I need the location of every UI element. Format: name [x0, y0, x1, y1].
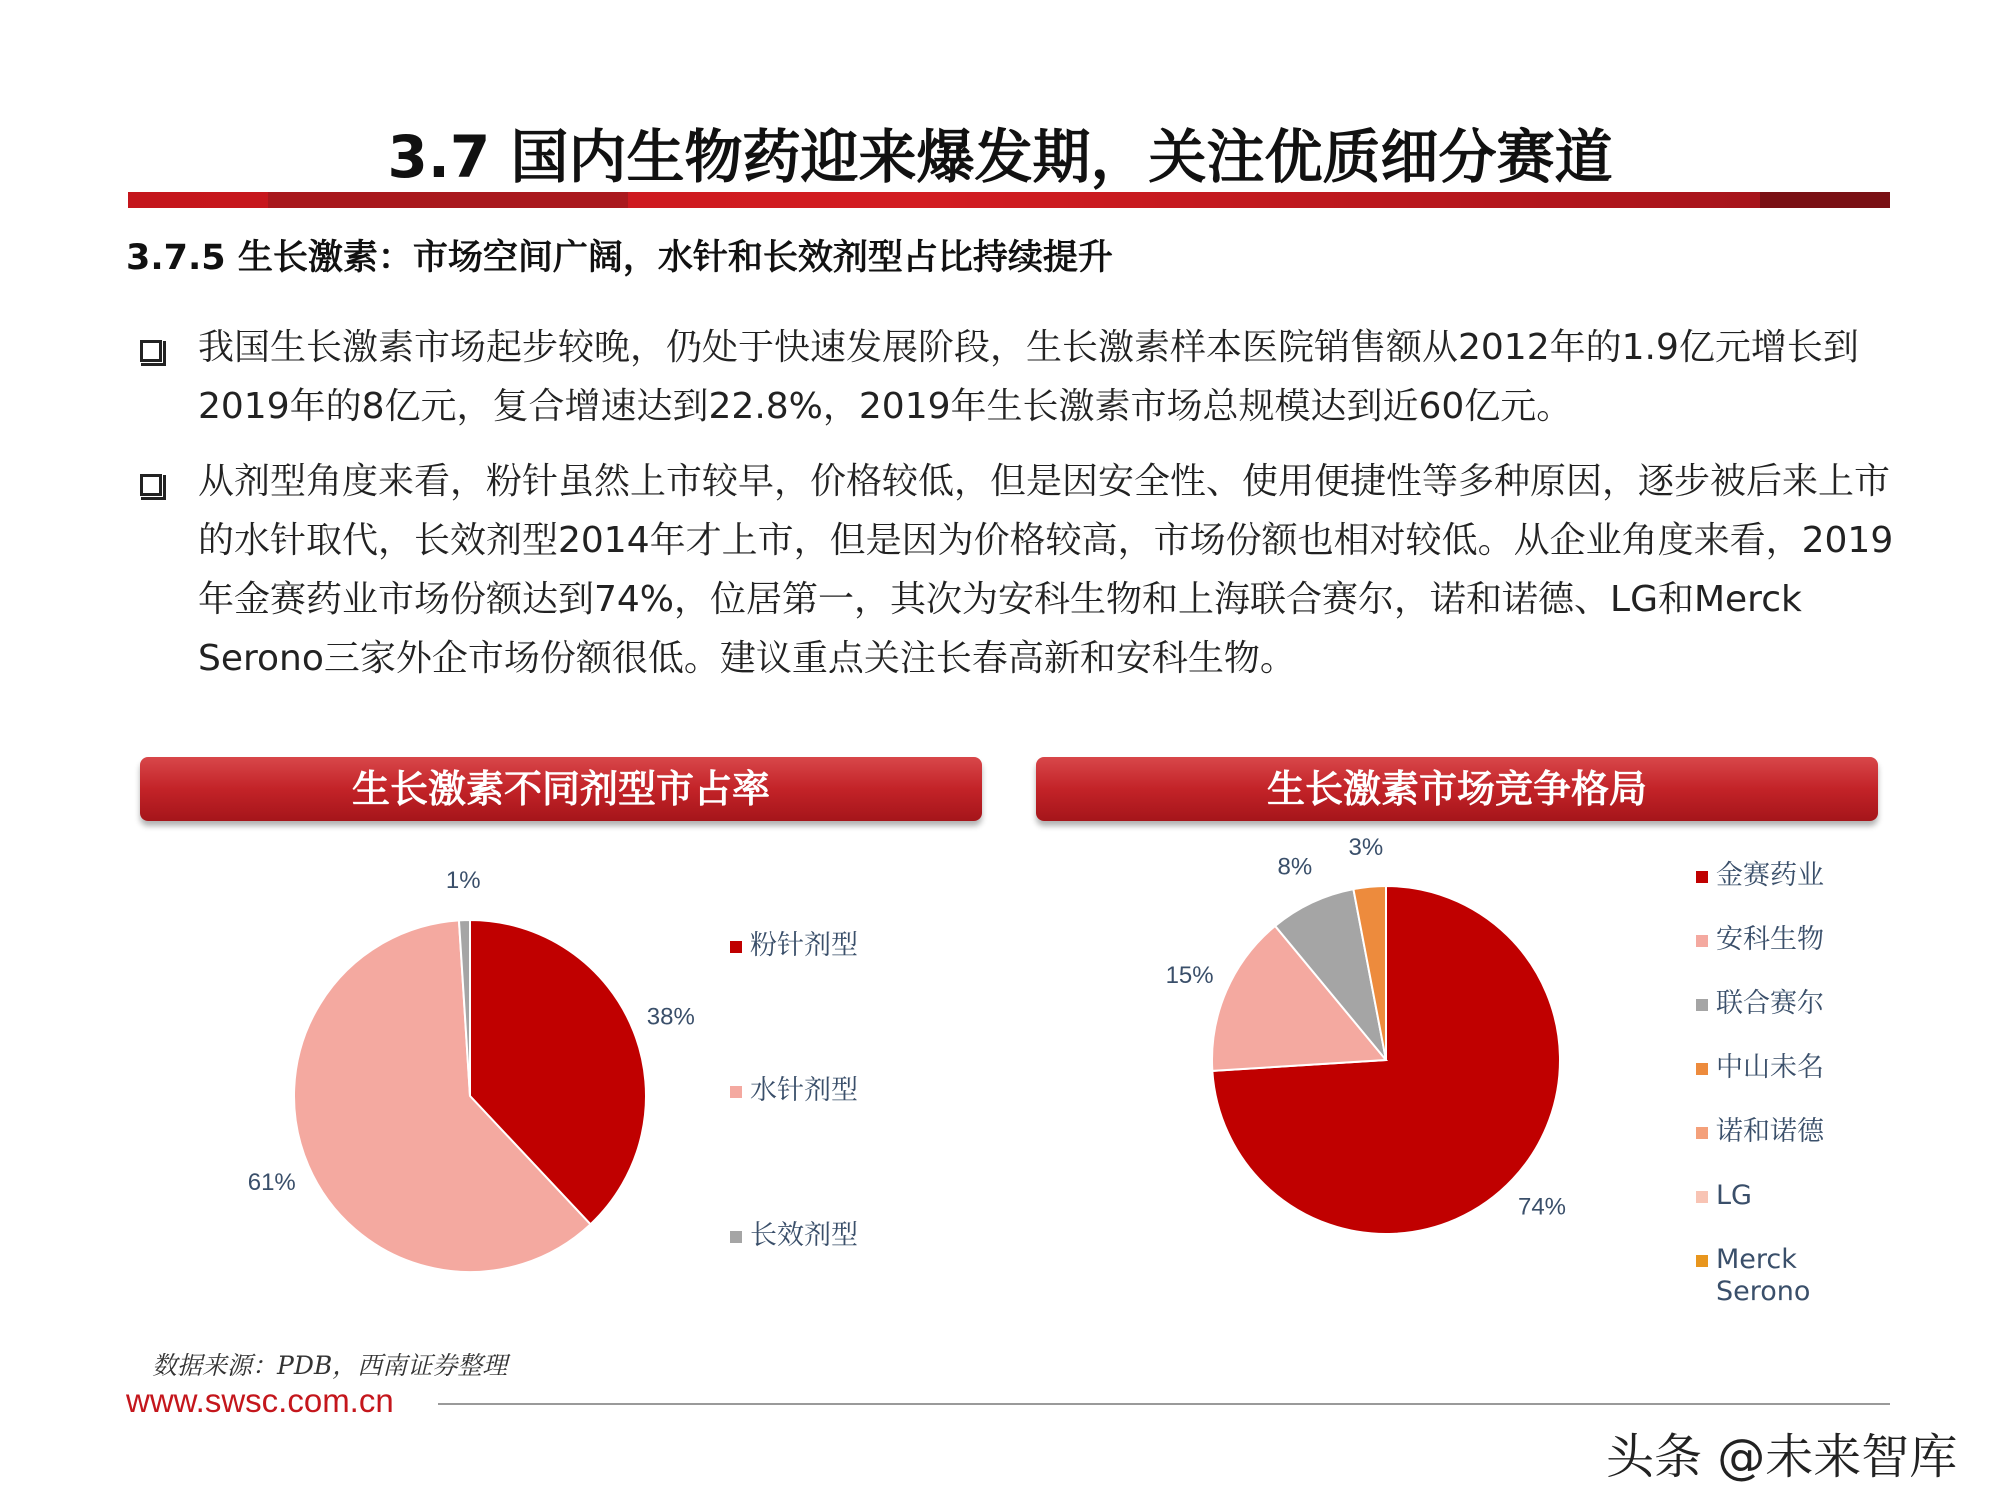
legend-label-1-1: 安科生物	[1716, 924, 1824, 955]
slice-label-0-2: 1%	[445, 867, 481, 895]
source-note: 数据来源：PDB，西南证券整理	[152, 1351, 508, 1380]
dosage-chart-title: 生长激素不同剂型市占率	[140, 757, 982, 821]
legend-label-1-3: 中山未名	[1716, 1052, 1824, 1083]
slice-label-1-0: 74%	[1517, 1193, 1567, 1221]
legend-label-1-5: LG	[1716, 1180, 1752, 1211]
slice-label-1-2: 8%	[1277, 853, 1313, 881]
legend-label-1-0: 金赛药业	[1716, 860, 1824, 891]
legend-swatch-1-3	[1696, 1063, 1708, 1075]
legend-swatch-0-1	[730, 1086, 742, 1098]
watermark: 头条 @未来智库	[1606, 1429, 1958, 1485]
checkbox-bullet-icon	[140, 474, 162, 496]
legend-swatch-1-1	[1696, 935, 1708, 947]
footer-rule	[438, 1403, 1890, 1405]
legend-label-1-6-line1: Serono	[1716, 1276, 1811, 1307]
legend-label-1-6-line0: Merck	[1716, 1244, 1797, 1275]
legend-label-0-0: 粉针剂型	[750, 930, 858, 961]
site-url-link[interactable]: www.swsc.com.cn	[126, 1382, 394, 1419]
bullet-paragraph-1	[138, 318, 1898, 436]
title-rule	[128, 192, 1890, 208]
dosage-share-pie-chart	[140, 828, 982, 1338]
slice-label-0-0: 38%	[646, 1003, 695, 1031]
legend-swatch-1-0	[1696, 871, 1708, 883]
slice-label-1-1: 15%	[1165, 962, 1214, 990]
paragraph-text: 我国生长激素市场起步较晚，仍处于快速发展阶段，生长激素样本医院销售额从2012年的1.9亿元增长到2019年的8亿元，复合增速达到22.8%，2019年生长激素市场总规模达到近60亿元。	[198, 327, 1859, 427]
legend-swatch-0-0	[730, 941, 742, 953]
legend-swatch-1-6	[1696, 1255, 1708, 1267]
legend-swatch-1-2	[1696, 999, 1708, 1011]
page-title: 3.7 国内生物药迎来爆发期，关注优质细分赛道	[387, 123, 1613, 191]
slice-label-0-1: 61%	[247, 1168, 296, 1196]
legend-swatch-1-4	[1696, 1127, 1708, 1139]
section-subtitle: 3.7.5 生长激素：市场空间广阔，水针和长效剂型占比持续提升	[126, 238, 1113, 278]
legend-swatch-0-2	[730, 1231, 742, 1243]
legend-label-0-2: 长效剂型	[750, 1220, 858, 1251]
competition-pie-chart	[1036, 828, 1878, 1338]
legend-label-0-1: 水针剂型	[750, 1075, 858, 1106]
competition-chart-title: 生长激素市场竞争格局	[1036, 757, 1878, 821]
legend-label-1-2: 联合赛尔	[1716, 988, 1824, 1019]
slice-label-1-3: 3%	[1348, 833, 1384, 861]
bullet-paragraph-2	[138, 452, 1898, 688]
checkbox-bullet-icon	[140, 340, 162, 362]
legend-swatch-1-5	[1696, 1191, 1708, 1203]
legend-label-1-4: 诺和诺德	[1716, 1116, 1824, 1147]
paragraph-text: 从剂型角度来看，粉针虽然上市较早，价格较低，但是因安全性、使用便捷性等多种原因，逐步被后来上市的水针取代，长效剂型2014年才上市，但是因为价格较高，市场份额也相对较低。从企业角度来看，2019年金赛药业市场份额达到74%，位居第一，其次为安科生物和上海联合赛尔，诺和诺德、LG和Merck Serono三家外企市场份额很低。建议重点关注长春高新和安科生物。	[198, 461, 1894, 679]
